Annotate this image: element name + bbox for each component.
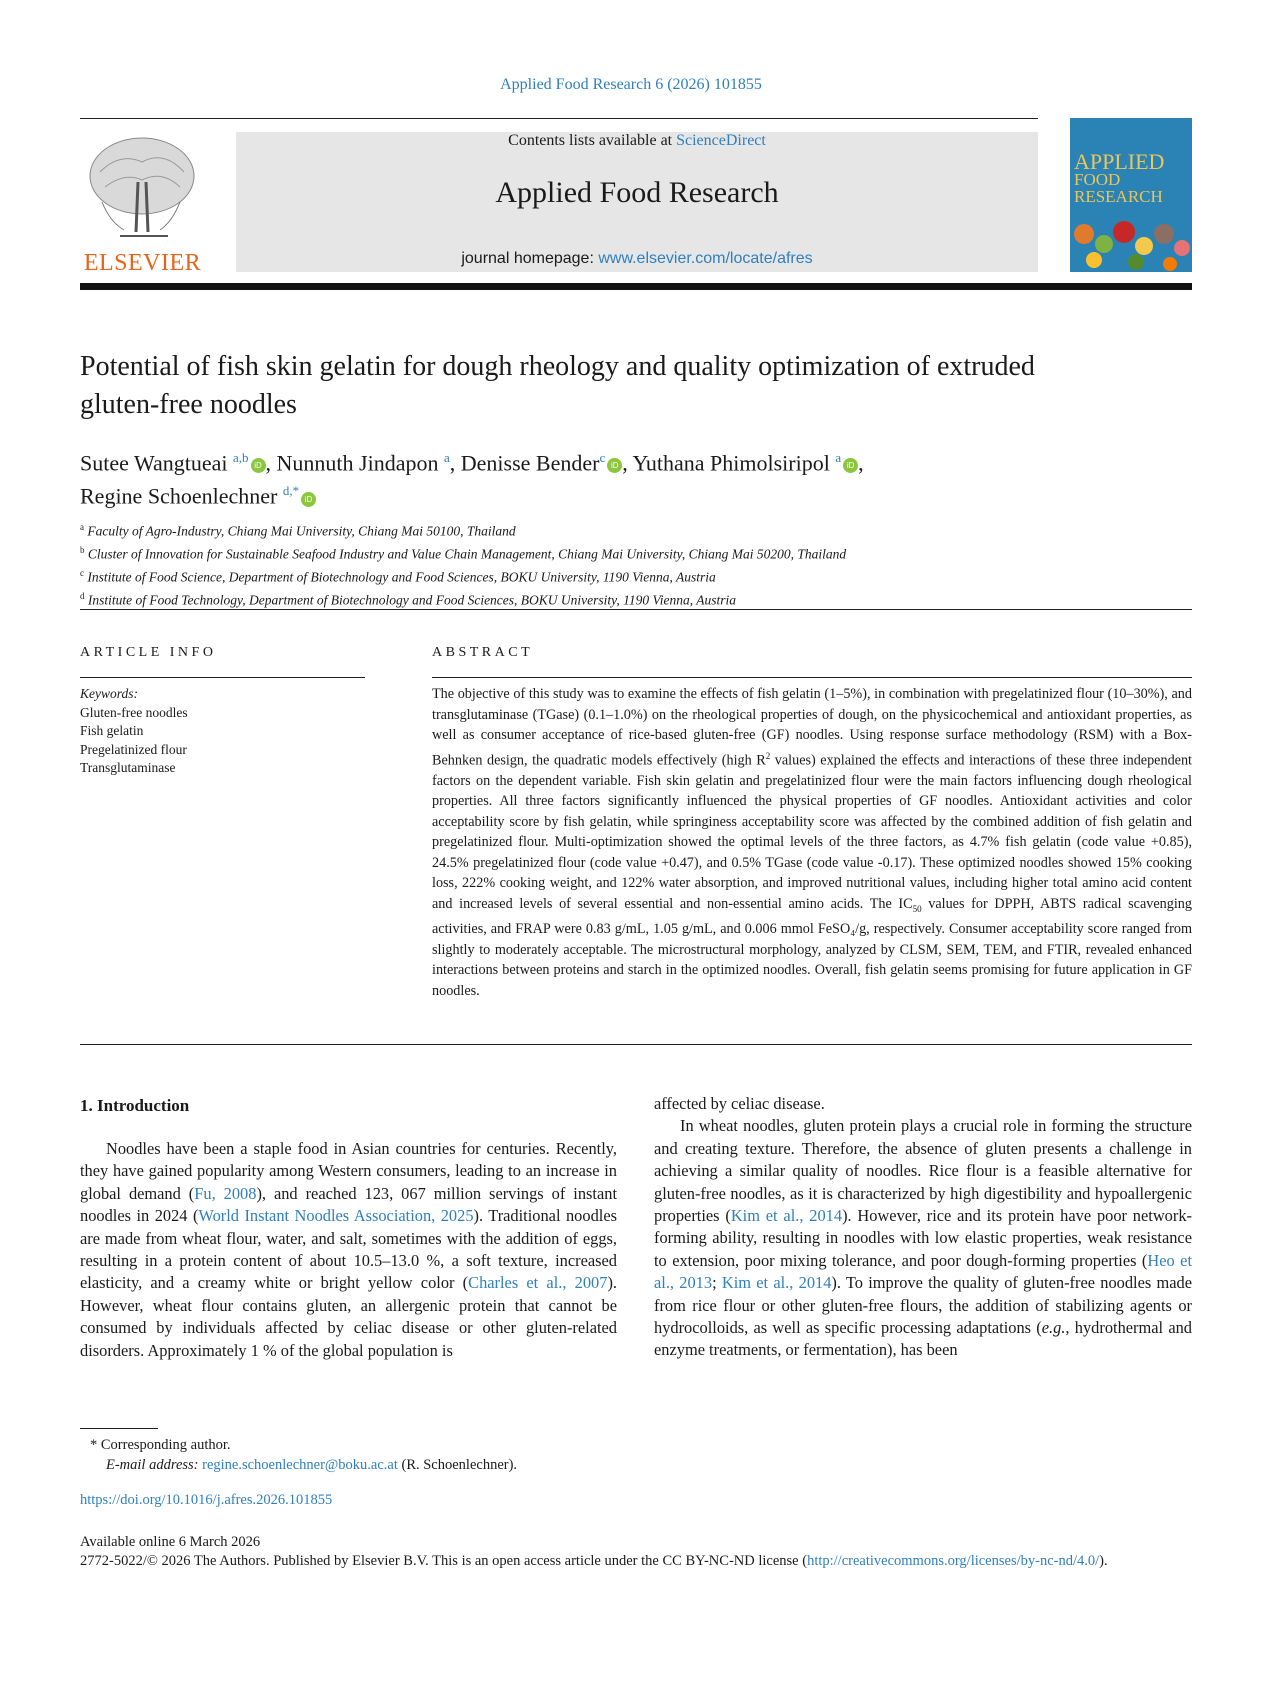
article-info-rule: [80, 677, 365, 678]
intro-paragraph: [80, 1138, 617, 1362]
keyword: Transglutaminase: [80, 760, 176, 775]
affiliation-text: Faculty of Agro-Industry, Chiang Mai University, Chiang Mai 50100, Thailand: [87, 523, 516, 539]
author-name[interactable]: Nunnuth Jindapon: [276, 450, 439, 476]
intro-paragraph: [654, 1115, 1192, 1361]
affiliation-text: Institute of Food Technology, Department of Biotechnology and Food Sciences, BOKU University, 1190 Vienna, Austria: [87, 592, 737, 608]
citation-link[interactable]: Fu, 2008: [194, 1183, 257, 1203]
license-suffix: ).: [1099, 1553, 1108, 1569]
journal-cover[interactable]: [1070, 118, 1192, 272]
journal-reference[interactable]: Applied Food Research 6 (2026) 101855: [500, 76, 762, 93]
affiliation-mark: a: [80, 522, 84, 532]
header-rule: [80, 118, 1038, 119]
keywords-label: Keywords:: [80, 686, 138, 701]
keywords-block: [80, 685, 365, 778]
author-affil-mark[interactable]: a: [444, 450, 450, 465]
intro-column-left: [80, 1138, 617, 1362]
citation-link[interactable]: Heo et al., 2013: [654, 1250, 1193, 1293]
affiliation-list: [80, 518, 1180, 610]
license-prefix: 2772-5022/© 2026 The Authors. Published by Elsevier B.V. This is an open access article under the CC BY-NC-ND license (: [80, 1553, 808, 1569]
keyword: Pregelatinized flour: [80, 741, 187, 757]
footnote-rule: [80, 1428, 158, 1429]
intro-paragraph: affected by celiac disease.: [654, 1094, 825, 1113]
affiliation-text: Institute of Food Science, Department of Biotechnology and Food Sciences, BOKU University, 1190 Vienna, Austria: [87, 569, 716, 585]
intro-text: Noodles have been a staple food in Asian countries for centuries. Recently, they have gained popularity among Western consumers, leading to an increase in global demand (: [80, 1139, 617, 1203]
author-name[interactable]: Sutee Wangtueai: [80, 450, 228, 476]
author-name[interactable]: Regine Schoenlechner: [80, 483, 278, 509]
cover-line3: RESEARCH: [1074, 187, 1163, 206]
author-affil-mark[interactable]: c: [599, 450, 606, 465]
available-online: Available online 6 March 2026: [80, 1534, 261, 1550]
sciencedirect-link[interactable]: ScienceDirect: [676, 132, 766, 149]
orcid-icon[interactable]: iD: [251, 458, 266, 473]
author-affil-mark[interactable]: d,*: [282, 483, 300, 499]
affiliation-mark: b: [80, 545, 85, 555]
abstract-superscript: 2: [765, 750, 771, 761]
abstract-heading: ABSTRACT: [432, 645, 534, 660]
abstract-subscript: 50: [912, 903, 922, 914]
abstract-part: The objective of this study was to examine the effects of fish gelatin (1–5%), in combination with pregelatinized flour (10–30%), and transglutaminase (TGase) (0.1–1.0%) on the rheological properties of dough, on the physicochemical and antioxidant properties, as well as consumer acceptance of rice-based gluten-free (GF) noodles. Using response surface methodology (RSM) with a Box-Behnken design, the quadratic models effectively (high R: [432, 686, 1192, 769]
intro-column-right: [654, 1093, 1192, 1362]
citation-link[interactable]: Kim et al., 2014: [730, 1206, 843, 1226]
orcid-icon[interactable]: iD: [607, 458, 622, 473]
intro-text: ). Traditional noodles are made from wheat flour, water, and salt, sometimes with the addition of eggs, resulting in a protein content of about 10.5–13.0 %, a soft texture, increased elasticity, and a creamy white or bright yellow color (: [80, 1206, 617, 1293]
intro-text: ), and reached 123, 067 million servings of instant noodles in 2024 (: [80, 1183, 617, 1226]
homepage-prefix: journal homepage:: [461, 250, 599, 267]
abstract-part: values for DPPH, ABTS radical scavenging activities, and FRAP were 0.83 g/mL, 1.05 g/mL, and 0.006 mmol FeSO₄/g, respectively. Consumer acceptability score ranged from slightly to moderately acceptable. The microstructural morphology, analyzed by CLSM, SEM, TEM, and FTIR, revealed enhanced interactions between proteins and starch in the optimized noodles. Overall, fish gelatin seems promising for future application in GF noodles.: [432, 895, 1192, 999]
license-line: [80, 1552, 1192, 1571]
paper-title: Potential of fish skin gelatin for dough rheology and quality optimization of extruded gluten-free noodles: [80, 351, 1035, 420]
keyword: Gluten-free noodles: [80, 704, 188, 720]
abstract-text: [432, 684, 1192, 1001]
journal-title: Applied Food Research: [495, 176, 779, 209]
affiliation: [80, 587, 1180, 610]
keyword: Fish gelatin: [80, 723, 144, 738]
author-affil-mark[interactable]: a: [835, 450, 842, 465]
homepage-link[interactable]: www.elsevier.com/locate/afres: [598, 250, 813, 267]
section-rule: [80, 609, 1192, 610]
citation-link[interactable]: Kim et al., 2014: [721, 1273, 832, 1293]
contents-prefix: Contents lists available at: [508, 132, 677, 149]
intro-text: ;: [712, 1273, 722, 1293]
footnote: [80, 1435, 780, 1475]
email-label: E-mail address:: [106, 1457, 199, 1473]
author-list: Sutee Wangtueai $^{a,b}$iD , Nunnuth Jindapon $^a$, Denisse Bender$^c$iD , Yuthana Phimolsiripol $^a$iD , Regine Schoenlechner $^{d,*}$iD: [80, 450, 864, 509]
article-info-heading: ARTICLE INFO: [80, 645, 217, 660]
introduction-heading: 1. Introduction: [80, 1096, 190, 1115]
affiliation: [80, 518, 1180, 541]
availability-block: [80, 1533, 1192, 1571]
cover-food-illustration: [1070, 214, 1192, 272]
orcid-icon[interactable]: iD: [843, 458, 858, 473]
email-link[interactable]: regine.schoenlechner@boku.ac.at: [202, 1457, 398, 1473]
citation-link[interactable]: Charles et al., 2007: [468, 1273, 608, 1293]
intro-italic: e.g.: [1041, 1318, 1066, 1338]
affiliation: [80, 564, 1180, 587]
corresponding-note: * Corresponding author.: [90, 1437, 231, 1453]
affiliation-mark: d: [80, 591, 85, 601]
abstract-rule: [432, 677, 1192, 678]
affiliation: [80, 541, 1180, 564]
contents-line: [236, 132, 1038, 150]
citation-link[interactable]: World Instant Noodles Association, 2025: [198, 1206, 474, 1226]
doi-link[interactable]: https://doi.org/10.1016/j.afres.2026.101855: [80, 1492, 333, 1508]
email-line: [80, 1455, 780, 1475]
affiliation-mark: c: [80, 568, 84, 578]
intro-text: ). To improve the quality of gluten-free noodles made from rice flour or other gluten-free flours, the addition of stabilizing agents or hydrocolloids, as well as specific processing adaptations (: [654, 1273, 1192, 1338]
intro-text: ). However, wheat flour contains gluten, an allergenic protein that cannot be consumed by individuals affected by celiac disease or other gluten-related disorders. Approximately 1 % of the global population is: [80, 1273, 618, 1360]
elsevier-wordmark: ELSEVIER: [83, 250, 202, 276]
cover-line2: FOOD: [1074, 170, 1121, 189]
cover-line1: APPLIED: [1074, 149, 1165, 174]
intro-text: In wheat noodles, gluten protein plays a crucial role in forming the structure and creating texture. Therefore, the absence of gluten presents a challenge in achieving a similar quality of noodles. Rice flour is a feasible alternative for gluten-free noodles, as it is characterized by high digestibility and hypoallergenic properties (: [654, 1116, 1192, 1226]
header-thick-rule: [80, 283, 1192, 290]
author-name[interactable]: Yuthana Phimolsiripol: [632, 450, 830, 476]
intro-text: , hydrothermal and enzyme treatments, or fermentation), has been: [654, 1318, 1192, 1360]
intro-text: ). However, rice and its protein have poor network-forming ability, resulting in noodles with low elastic properties, weak resistance to extension, poor mixing tolerance, and poor dough-forming properties (: [654, 1206, 1192, 1270]
license-link[interactable]: http://creativecommons.org/licenses/by-nc-nd/4.0/: [807, 1553, 1100, 1569]
abstract-end-rule: [80, 1044, 1192, 1045]
author-name[interactable]: Denisse Bender: [460, 450, 600, 476]
homepage-line: [236, 250, 1038, 268]
orcid-icon[interactable]: iD: [301, 492, 316, 507]
cover-title: [1074, 149, 1165, 206]
abstract-part: values) explained the effects and interactions of these three independent factors on the dependent variable. Fish skin gelatin and pregelatinized flour were the main factors influencing dough rheological properties. All three factors significantly influenced the physical properties of GF noodles. Antioxidant activities and color acceptability score by fish gelatin, while springiness acceptability score was affected by the combined addition of fish gelatin and pregelatinized flour. Multi-optimization showed the optimal levels of the three factors, as 4.7% fish gelatin (code value +0.85), 24.5% pregelatinized flour (code value +0.47), and 0.5% TGase (code value -0.17). These optimized noodles showed 15% cooking loss, 222% cooking weight, and 122% water absorption, and improved nutritional values, including higher total amino acid content and increased levels of several essential and non-essential amino acids. The IC: [432, 752, 1192, 912]
author-affil-mark[interactable]: a,b: [233, 450, 249, 465]
email-suffix: (R. Schoenlechner).: [397, 1457, 518, 1473]
affiliation-text: Cluster of Innovation for Sustainable Seafood Industry and Value Chain Management, Chiang Mai University, Chiang Mai 50200, Thailand: [87, 546, 847, 562]
